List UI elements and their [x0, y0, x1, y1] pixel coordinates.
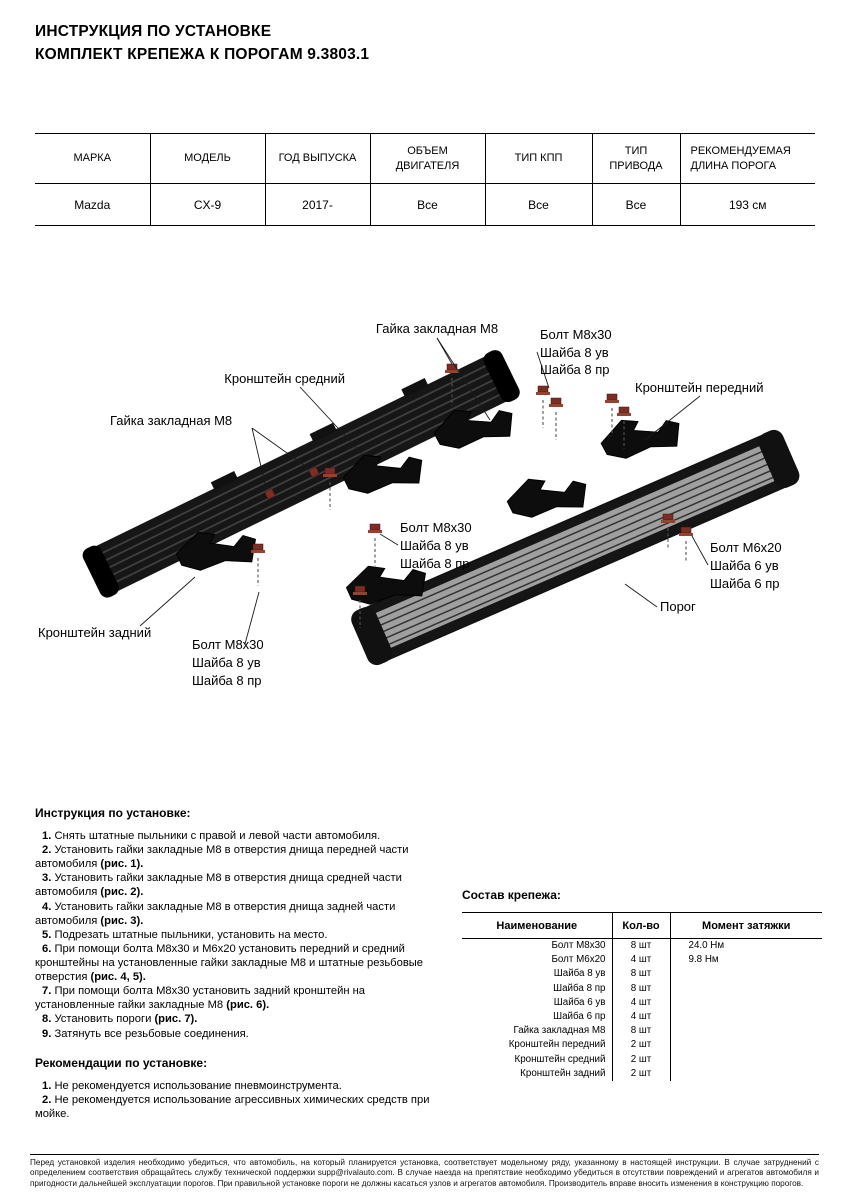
hw-torque	[670, 1067, 822, 1081]
hw-torque	[670, 982, 822, 996]
hw-qty: 4 шт	[612, 1010, 670, 1024]
hw-name: Шайба 8 пр	[553, 982, 606, 994]
label-bolt-m8-rear-1: Болт М8х30	[192, 637, 264, 652]
table-row	[35, 184, 815, 226]
spec-header-model: МОДЕЛЬ	[150, 134, 265, 184]
instruction-item	[35, 942, 443, 984]
item-number: 8.	[42, 1013, 52, 1026]
hw-qty: 4 шт	[612, 953, 670, 967]
label-rivet-nut-top: Гайка закладная М8	[375, 321, 499, 336]
hw-torque: 9.8 Нм	[670, 953, 822, 967]
table-row	[462, 1038, 822, 1052]
hw-qty: 4 шт	[612, 996, 670, 1010]
figure-ref: (рис. 4, 5).	[90, 971, 146, 984]
hw-name: Болт М8х30	[551, 940, 606, 951]
item-text: Затянуть все резьбовые соединения.	[54, 1027, 249, 1040]
label-bracket-front: Кронштейн передний	[635, 380, 764, 395]
table-row	[462, 1053, 822, 1067]
item-text: Не рекомендуется использование пневмоинструмента.	[54, 1079, 342, 1092]
hw-name: Гайка закладная М8	[513, 1025, 606, 1037]
bolt-icon	[251, 544, 265, 586]
recommendation-item	[35, 1079, 443, 1093]
hw-qty: 2 шт	[612, 1053, 670, 1067]
hw-torque	[670, 1010, 822, 1024]
hw-torque	[670, 996, 822, 1010]
hw-name: Кронштейн передний	[508, 1039, 606, 1051]
bolt-icon	[549, 398, 563, 440]
item-number: 1.	[42, 1079, 52, 1092]
instruction-item	[35, 829, 443, 843]
item-text: Установить гайки закладные М8 в отверстия днища средней части автомобиля	[35, 872, 402, 899]
spec-header-year: ГОД ВЫПУСКА	[265, 134, 370, 184]
figure-ref: (рис. 2).	[100, 886, 144, 899]
bracket-front-right	[598, 411, 683, 462]
figure-ref: (рис. 1).	[100, 858, 144, 871]
hw-torque	[670, 967, 822, 981]
instruction-item	[35, 871, 443, 899]
table-row	[462, 967, 822, 981]
bolt-icon	[368, 524, 382, 566]
item-text: Подрезать штатные пыльники, установить на место.	[54, 928, 328, 941]
table-row	[462, 1067, 822, 1081]
item-text: Установить гайки закладные М8 в отверстия днища задней части автомобиля	[35, 900, 396, 927]
table-row	[462, 982, 822, 996]
label-bolt-m8-mid-3: Шайба 8 пр	[400, 556, 470, 571]
vehicle-spec-section	[35, 133, 815, 226]
hardware-kit-section	[462, 888, 822, 1081]
label-bolt-m8-rear-3: Шайба 8 пр	[192, 673, 262, 688]
label-rivet-nut-left: Гайка закладная М8	[110, 413, 233, 428]
instruction-item	[35, 984, 443, 1012]
spec-value-drive: Все	[592, 184, 680, 226]
hw-qty: 8 шт	[612, 982, 670, 996]
title-line-1: ИНСТРУКЦИЯ ПО УСТАНОВКЕ	[35, 23, 272, 40]
label-bolt-m6-3: Шайба 6 пр	[710, 576, 780, 591]
hw-qty: 8 шт	[612, 1024, 670, 1038]
spec-value-gearbox: Все	[485, 184, 592, 226]
hardware-table	[462, 912, 822, 1081]
hw-name: Шайба 6 ув	[553, 996, 606, 1008]
instruction-item	[35, 1027, 443, 1041]
item-text: Снять штатные пыльники с правой и левой части автомобиля.	[54, 830, 381, 842]
spec-header-engine: ОБЪЕМ ДВИГАТЕЛЯ	[370, 134, 485, 184]
item-number: 2.	[42, 1093, 52, 1106]
instruction-item	[35, 900, 443, 928]
spec-value-engine: Все	[370, 184, 485, 226]
item-number: 5.	[42, 928, 52, 941]
leader-line	[625, 584, 657, 607]
spec-value-year: 2017-	[265, 184, 370, 226]
label-bolt-m8-top-2: Шайба 8 ув	[540, 345, 609, 360]
spec-header-gearbox: ТИП КПП	[485, 134, 592, 184]
spec-header-drive: ТИП ПРИВОДА	[592, 134, 680, 184]
recommendations-heading: Рекомендации по установке:	[35, 1055, 208, 1070]
label-bracket-middle: Кронштейн средний	[224, 371, 345, 386]
label-sill: Порог	[660, 599, 696, 614]
item-number: 9.	[42, 1027, 52, 1040]
hw-torque	[670, 1038, 822, 1052]
figure-ref: (рис. 3).	[100, 914, 144, 927]
label-bolt-m8-mid-1: Болт М8х30	[400, 520, 472, 535]
spec-value-model: CX-9	[150, 184, 265, 226]
instruction-item	[35, 1012, 443, 1026]
instruction-item	[35, 843, 443, 871]
hw-name: Шайба 8 ув	[553, 968, 606, 980]
footer-disclaimer: Перед установкой изделия необходимо убедиться, что автомобиль, на который планируется установка, соответствует модельному ряду, указанному в настоящей инструкции. В случае затруднений с определением соответствия обращайтесь службу технической поддержки supp@rivalauto.com. В случае наезда на препятствие необходимо убедиться в отсутствии повреждений и агрегатов автомобиля и пригодности дальнейшей эксплуатации порогов. При правильной установке пороги не должны касаться узлов и агрегатов автомобиля. Производитель вправе вносить изменения в конструкцию порогов.	[30, 1154, 819, 1189]
hw-name: Болт М6х20	[551, 954, 606, 966]
item-text: Установить пороги	[54, 1013, 155, 1026]
item-number: 7.	[42, 985, 52, 998]
hw-qty: 8 шт	[612, 967, 670, 981]
item-number: 2.	[42, 844, 52, 857]
bolt-icon	[679, 527, 693, 563]
label-bolt-m8-mid-2: Шайба 8 ув	[400, 538, 469, 553]
item-text: Установить гайки закладные М8 в отверстия днища передней части автомобиля	[35, 844, 409, 871]
hardware-header-row	[462, 913, 822, 939]
label-bolt-m8-rear-2: Шайба 8 ув	[192, 655, 261, 670]
hw-name: Кронштейн средний	[514, 1053, 606, 1065]
table-row	[462, 939, 822, 954]
hardware-heading: Состав крепежа:	[462, 888, 561, 902]
instructions-heading: Инструкция по установке:	[35, 806, 191, 820]
figure-ref: (рис. 7).	[154, 1013, 198, 1026]
instruction-item	[35, 928, 443, 942]
hw-qty: 8 шт	[612, 939, 670, 954]
hw-name: Кронштейн задний	[520, 1067, 606, 1079]
spec-value-length: 193 см	[680, 184, 815, 226]
hw-header-name: Наименование	[496, 919, 578, 932]
instructions-section	[35, 806, 443, 1121]
hw-torque: 24.0 Нм	[670, 939, 822, 954]
exploded-diagram	[0, 292, 849, 772]
label-bolt-m6-2: Шайба 6 ув	[710, 558, 779, 573]
hw-qty: 2 шт	[612, 1038, 670, 1052]
bolt-icon	[536, 386, 550, 428]
item-text: При помощи болта М8х30 и М6х20 установить передний и средний кронштейны на установленные гайки закладные М8 и штатные резьбовые отверстия	[35, 942, 424, 984]
hw-name: Шайба 6 пр	[553, 1011, 606, 1023]
recommendation-item	[35, 1093, 443, 1121]
table-row	[462, 996, 822, 1010]
item-text: Не рекомендуется использование агрессивных химических средств при мойке.	[35, 1093, 430, 1120]
hw-header-torque: Момент затяжки	[670, 913, 822, 939]
label-bolt-m8-top-3: Шайба 8 пр	[540, 362, 610, 377]
document-title	[35, 20, 369, 67]
hw-qty: 2 шт	[612, 1067, 670, 1081]
item-number: 6.	[42, 942, 52, 955]
hw-header-qty: Кол-во	[612, 913, 670, 939]
table-row	[462, 1010, 822, 1024]
label-bolt-m8-top-1: Болт М8х30	[540, 327, 612, 342]
leader-line	[380, 534, 398, 545]
hw-torque	[670, 1053, 822, 1067]
spec-header-brand: МАРКА	[73, 152, 112, 165]
leader-line	[140, 577, 195, 626]
item-number: 1.	[42, 830, 52, 842]
label-bolt-m6-1: Болт М6х20	[710, 540, 782, 555]
label-bracket-rear: Кронштейн задний	[38, 625, 152, 640]
spec-header-length: РЕКОМЕНДУЕМАЯ ДЛИНА ПОРОГА	[680, 134, 815, 184]
item-number: 4.	[42, 900, 52, 913]
spec-value-brand: Mazda	[74, 197, 111, 212]
table-row	[462, 1024, 822, 1038]
leader-line	[692, 536, 708, 565]
title-line-2: КОМПЛЕКТ КРЕПЕЖА К ПОРОГАМ 9.3803.1	[35, 46, 370, 64]
bracket-middle-right	[505, 472, 590, 521]
table-row	[462, 953, 822, 967]
vehicle-spec-table	[35, 133, 815, 226]
hw-torque	[670, 1024, 822, 1038]
spec-header-row	[35, 134, 815, 184]
item-number: 3.	[42, 872, 52, 885]
figure-ref: (рис. 6).	[226, 999, 270, 1012]
item-text: При помощи болта М8х30 установить задний кронштейн на установленные гайки закладные М8	[35, 985, 366, 1012]
